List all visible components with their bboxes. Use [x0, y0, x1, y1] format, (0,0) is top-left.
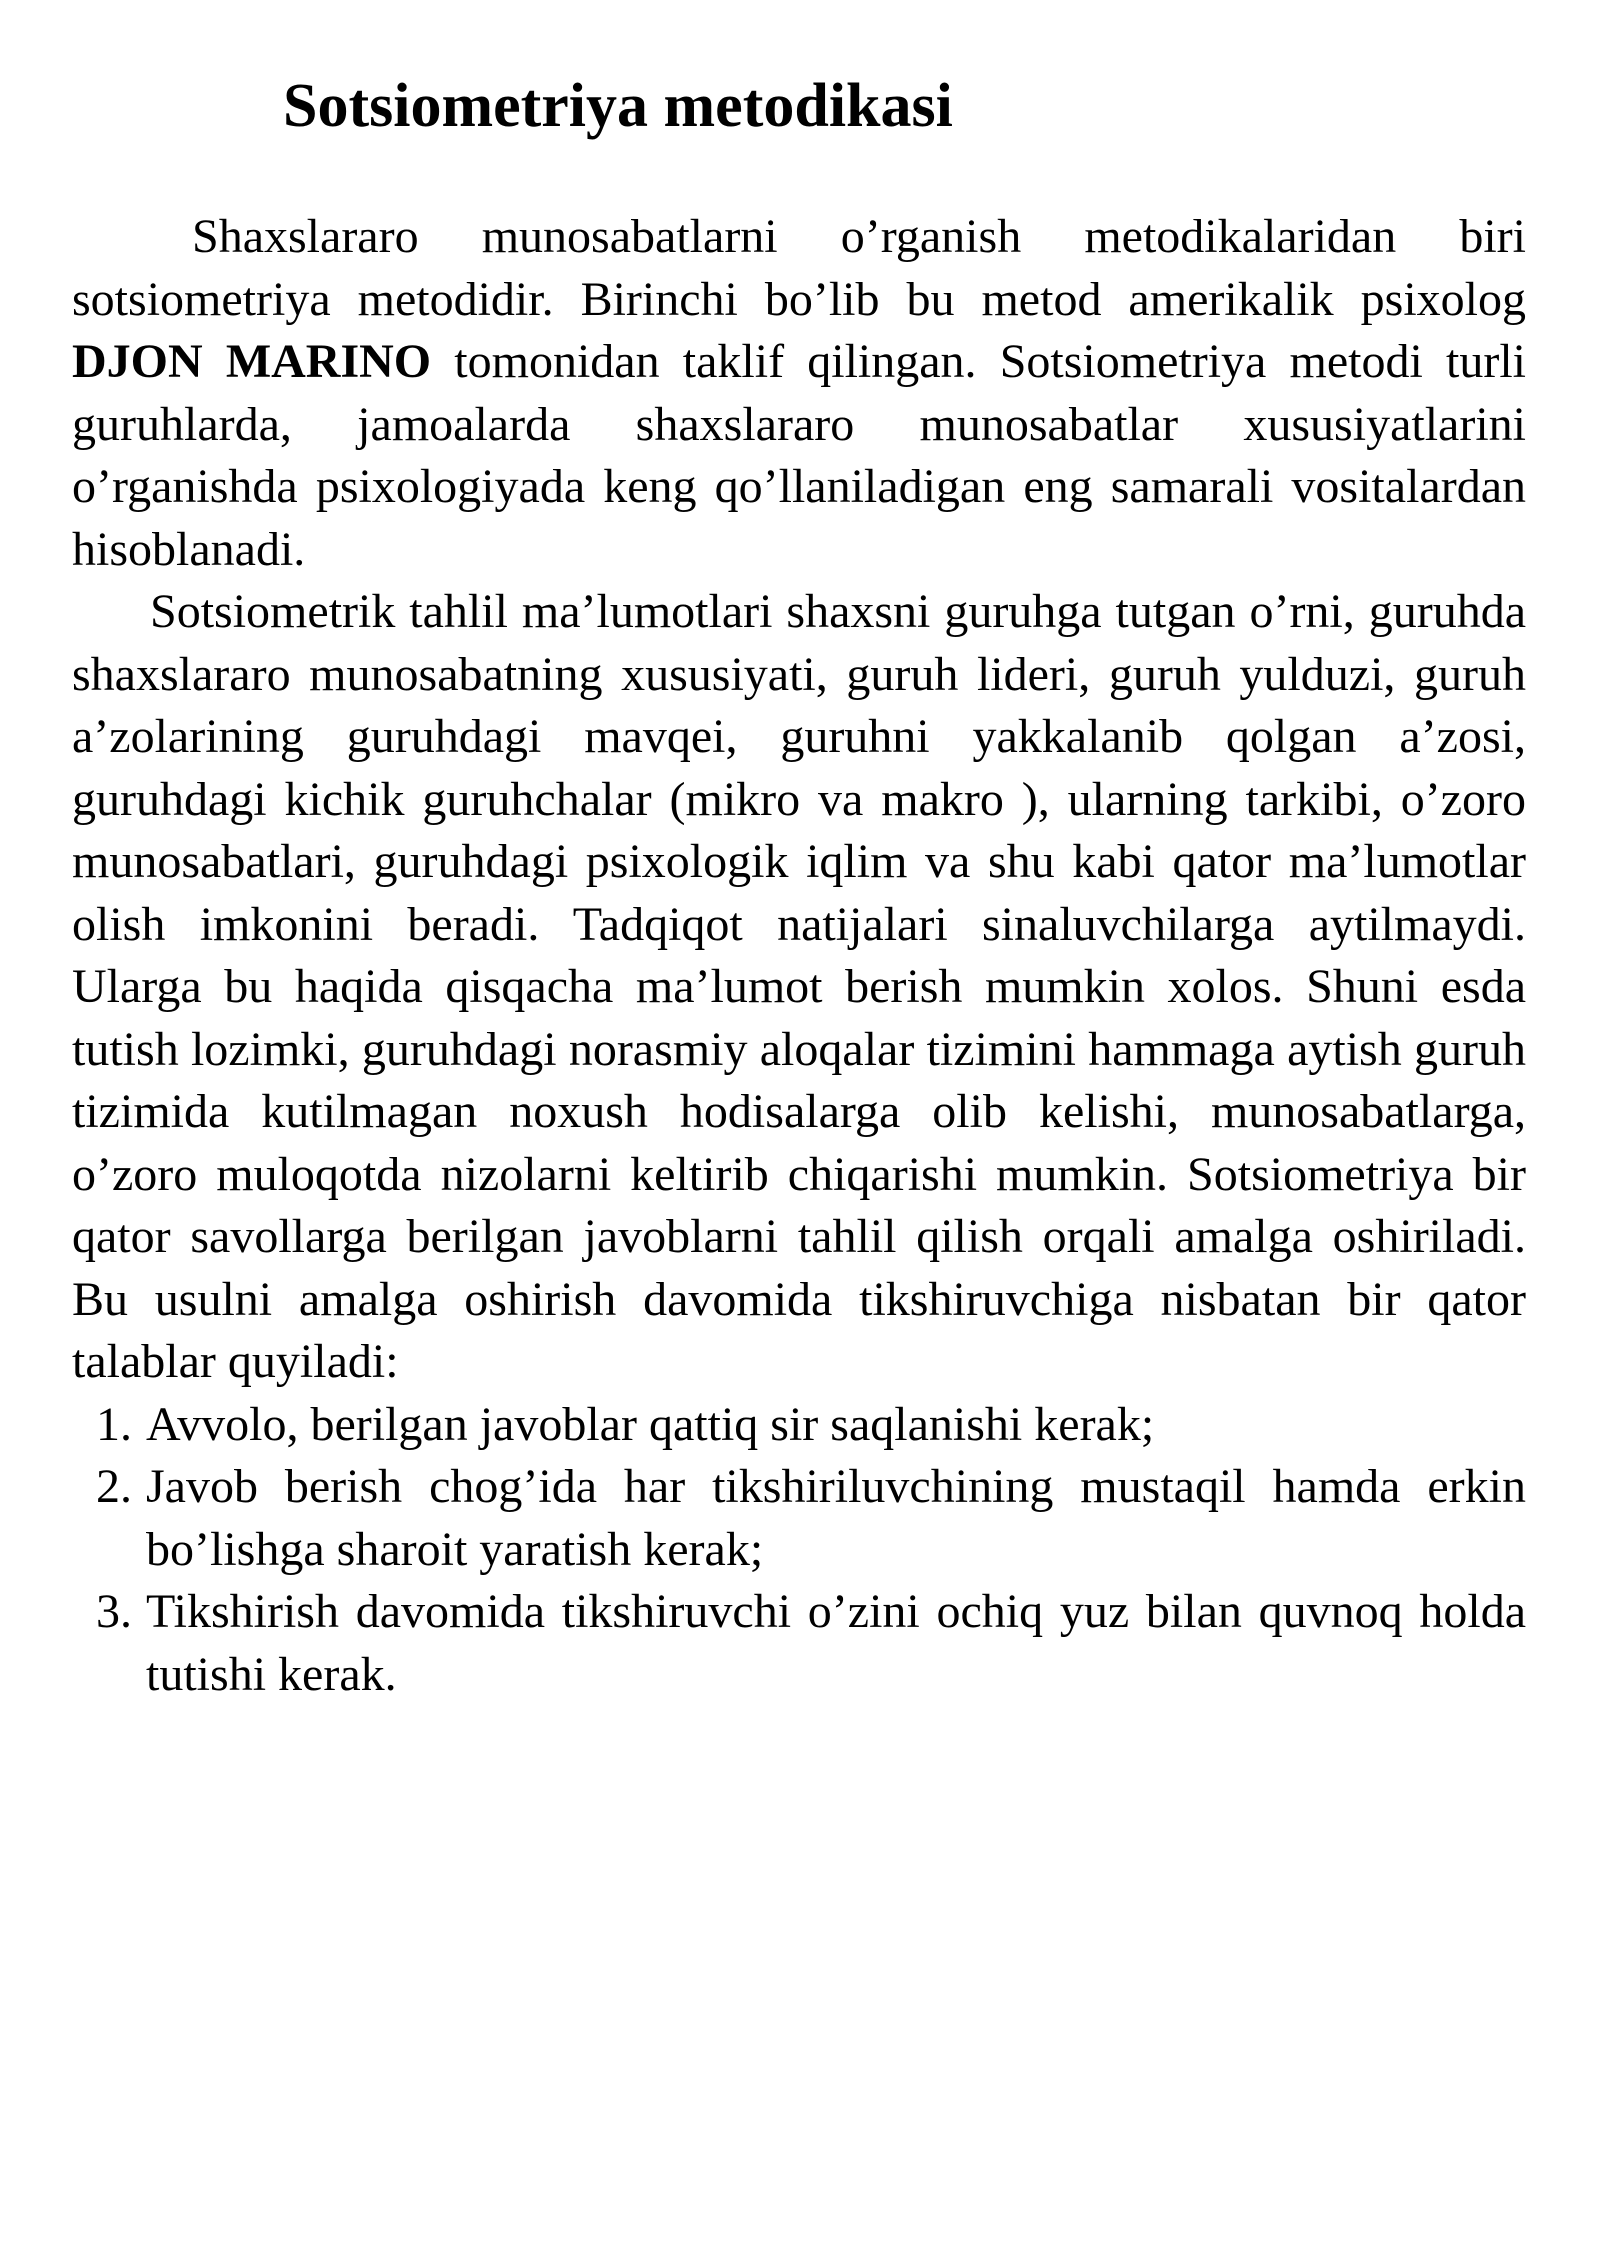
analysis-paragraph: Sotsiometrik tahlil ma’lumotlari shaxsni guruhga tutgan o’rni, guruhda shaxslararo munosabatning xususiyati, guruh lideri, guruh yulduzi, guruh a’zolarining guruhdagi mavqei, guruhni yakkalanib qolgan a’zosi, guruhdagi kichik guruhchalar (mikro va makro ), ularning tarkibi, o’zoro munosabatlari, guruhdagi psixologik iqlim va shu kabi qator ma’lumotlar olish imkonini beradi. Tadqiqot natijalari sinaluvchilarga aytilmaydi. Ularga bu haqida qisqacha ma’lumot berish mumkin xolos. Shuni esda tutish lozimki, guruhdagi norasmiy aloqalar tizimini hammaga aytish guruh tizimida kutilmagan noxush hodisalarga olib kelishi, munosabatlarga, o’zoro muloqotda nizolarni keltirib chiqarishi mumkin. Sotsiometriya bir qator savollarga berilgan javoblarni tahlil qilish orqali amalga oshiriladi. Bu usulni amalga oshirish davomida tikshiruvchiga nisbatan bir qator talablar quyiladi:	[72, 585, 1526, 1388]
list-item-number: 2.	[96, 1460, 132, 1513]
list-item	[72, 1394, 1526, 1457]
requirements-list	[72, 1394, 1526, 1707]
intro-text-end: tomonidan taklif qilingan. Sotsiometriya metodi turli guruhlarda, jamoalarda shaxslararo munosabatlar xususiyatlarini o’rganishda psixologiyada keng qo’llaniladigan eng samarali vositalardan hisoblanadi.	[72, 335, 1526, 576]
list-item-text: Javob berish chog’ida har tikshiriluvchining mustaqil hamda erkin bo’lishga sharoit yaratish kerak;	[146, 1460, 1526, 1576]
list-item-text: Avvolo, berilgan javoblar qattiq sir saqlanishi kerak;	[146, 1397, 1155, 1451]
intro-paragraph	[72, 206, 1526, 581]
page-title: Sotsiometriya metodikasi	[283, 72, 953, 140]
list-item-number: 1.	[96, 1397, 132, 1451]
list-item-text: Tikshirish davomida tikshiruvchi o’zini ochiq yuz bilan quvnoq holda tutishi kerak.	[146, 1585, 1526, 1701]
list-item-number: 3.	[96, 1585, 132, 1638]
list-item	[72, 1581, 1526, 1706]
intro-text-start: Shaxslararo munosabatlarni o’rganish metodikalaridan biri sotsiometriya metodidir. Birinchi bo’lib bu metod amerikalik psixolog	[72, 210, 1526, 326]
document-body	[72, 206, 1526, 1706]
list-item	[72, 1456, 1526, 1581]
author-name: DJON MARINO	[72, 335, 432, 388]
